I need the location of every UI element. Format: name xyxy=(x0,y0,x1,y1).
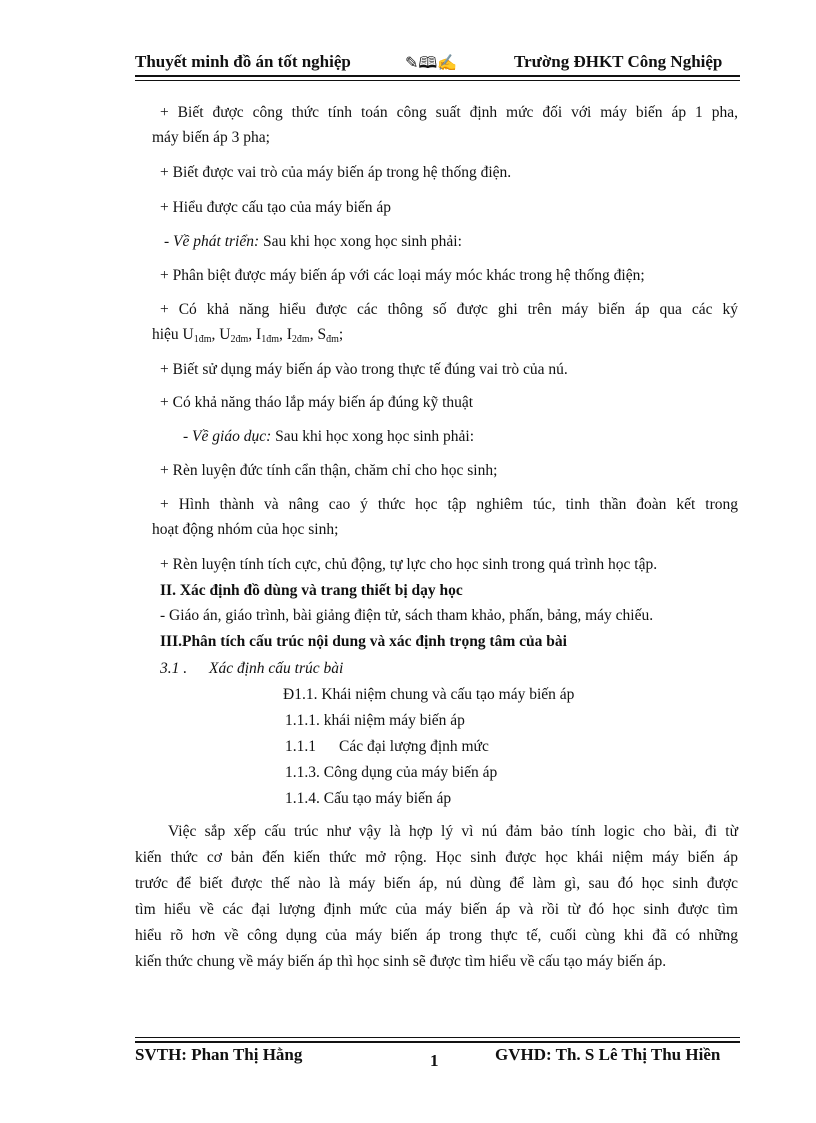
paragraph-line-3: trước để biết được thế nào là máy biến áp, nú dùng để làm gì, sau đó học sinh được xyxy=(135,875,738,892)
outline-item-4: 1.1.3. Công dụng của máy biến áp xyxy=(285,764,498,781)
line-13: - Giáo án, giáo trình, bài giảng điện tử, sách tham khảo, phấn, bảng, máy chiếu. xyxy=(160,607,654,624)
heading-section-2: II. Xác định đồ dùng và trang thiết bị dạy học xyxy=(160,582,463,599)
paragraph-line-4: tìm hiểu về các đại lượng định mức của máy biến áp và rồi từ đó học sinh được tìm xyxy=(135,901,738,918)
outline-item-5: 1.1.4. Cấu tạo máy biến áp xyxy=(285,790,452,807)
line-5: + Phân biệt được máy biến áp với các loại máy móc khác trong hệ thống điện; xyxy=(160,267,645,284)
line-10: + Rèn luyện đức tính cẩn thận, chăm chỉ cho học sinh; xyxy=(160,462,498,479)
line-12: + Rèn luyện tính tích cực, chủ động, tự lực cho học sinh trong quá trình học tập. xyxy=(160,556,658,573)
page-number: 1 xyxy=(430,1051,439,1070)
heading-3-1-text: Xác định cấu trúc bài xyxy=(209,660,344,677)
footer-student: SVTH: Phan Thị Hằng xyxy=(135,1045,303,1064)
outline-item-3-text: Các đại lượng định mức xyxy=(339,738,489,755)
footer-rule-thin xyxy=(135,1037,740,1038)
paragraph-line-5: hiểu rõ hơn về công dụng của máy biến áp trong thực tế, cuối cùng khi đã có những xyxy=(135,927,738,944)
line-6b: hiệu $U_{1đm}$, $U_{2đm}$, $I_{1đm}$, $I_{2đm}$, $S_{đm}$; xyxy=(152,326,344,345)
paragraph-line-6: kiến thức chung về máy biến áp thì học sinh sẽ được tìm hiểu về cấu tạo máy biến áp. xyxy=(135,953,667,970)
paragraph-line-1: Việc sắp xếp cấu trúc như vậy là hợp lý vì nú đảm bảo tính logic cho bài, đi từ xyxy=(168,823,738,840)
section-education: - Về giáo dục: Sau khi học xong học sinh phải: xyxy=(183,428,475,445)
line-11b: hoạt động nhóm của học sinh; xyxy=(152,521,339,538)
line-1a: + Biết được công thức tính toán công suất định mức đối với máy biến áp 1 pha, xyxy=(160,104,738,121)
line-2: + Biết được vai trò của máy biến áp trong hệ thống điện. xyxy=(160,164,512,181)
header-ornament-icon: ✎🕮✍ xyxy=(405,55,458,72)
outline-item-1: Đ1.1. Khái niệm chung và cấu tạo máy biến áp xyxy=(283,686,575,703)
header-right: Trường ĐHKT Công Nghiệp xyxy=(514,52,723,71)
paragraph-line-2: kiến thức cơ bản đến kiến thức mở rộng. Học sinh được học khái niệm máy biến áp xyxy=(135,849,738,866)
line-6a: + Có khả năng hiểu được các thông số được ghi trên máy biến áp qua các ký xyxy=(160,301,738,318)
header-rule-thick xyxy=(135,75,740,77)
line-7: + Biết sử dụng máy biến áp vào trong thực tế đúng vai trò của nú. xyxy=(160,361,568,378)
section-development: - Về phát triển: Sau khi học xong học sinh phải: xyxy=(164,233,462,250)
outline-item-2: 1.1.1. khái niệm máy biến áp xyxy=(285,712,465,729)
footer-rule-thick xyxy=(135,1041,740,1043)
header-left: Thuyết minh đồ án tốt nghiệp xyxy=(135,52,351,71)
line-3: + Hiểu được cấu tạo của máy biến áp xyxy=(160,199,392,216)
header-rule-thin xyxy=(135,80,740,81)
line-1b: máy biến áp 3 pha; xyxy=(152,129,270,146)
heading-3-1-number: 3.1 . xyxy=(160,660,188,677)
outline-item-3-number: 1.1.1 xyxy=(285,738,316,755)
footer-advisor: GVHD: Th. S Lê Thị Thu Hiền xyxy=(495,1045,721,1064)
heading-section-3: III.Phân tích cấu trúc nội dung và xác định trọng tâm của bài xyxy=(160,633,567,650)
line-8: + Có khả năng tháo lắp máy biến áp đúng kỹ thuật xyxy=(160,394,474,411)
line-11a: + Hình thành và nâng cao ý thức học tập nghiêm túc, tinh thần đoàn kết trong xyxy=(160,496,738,513)
